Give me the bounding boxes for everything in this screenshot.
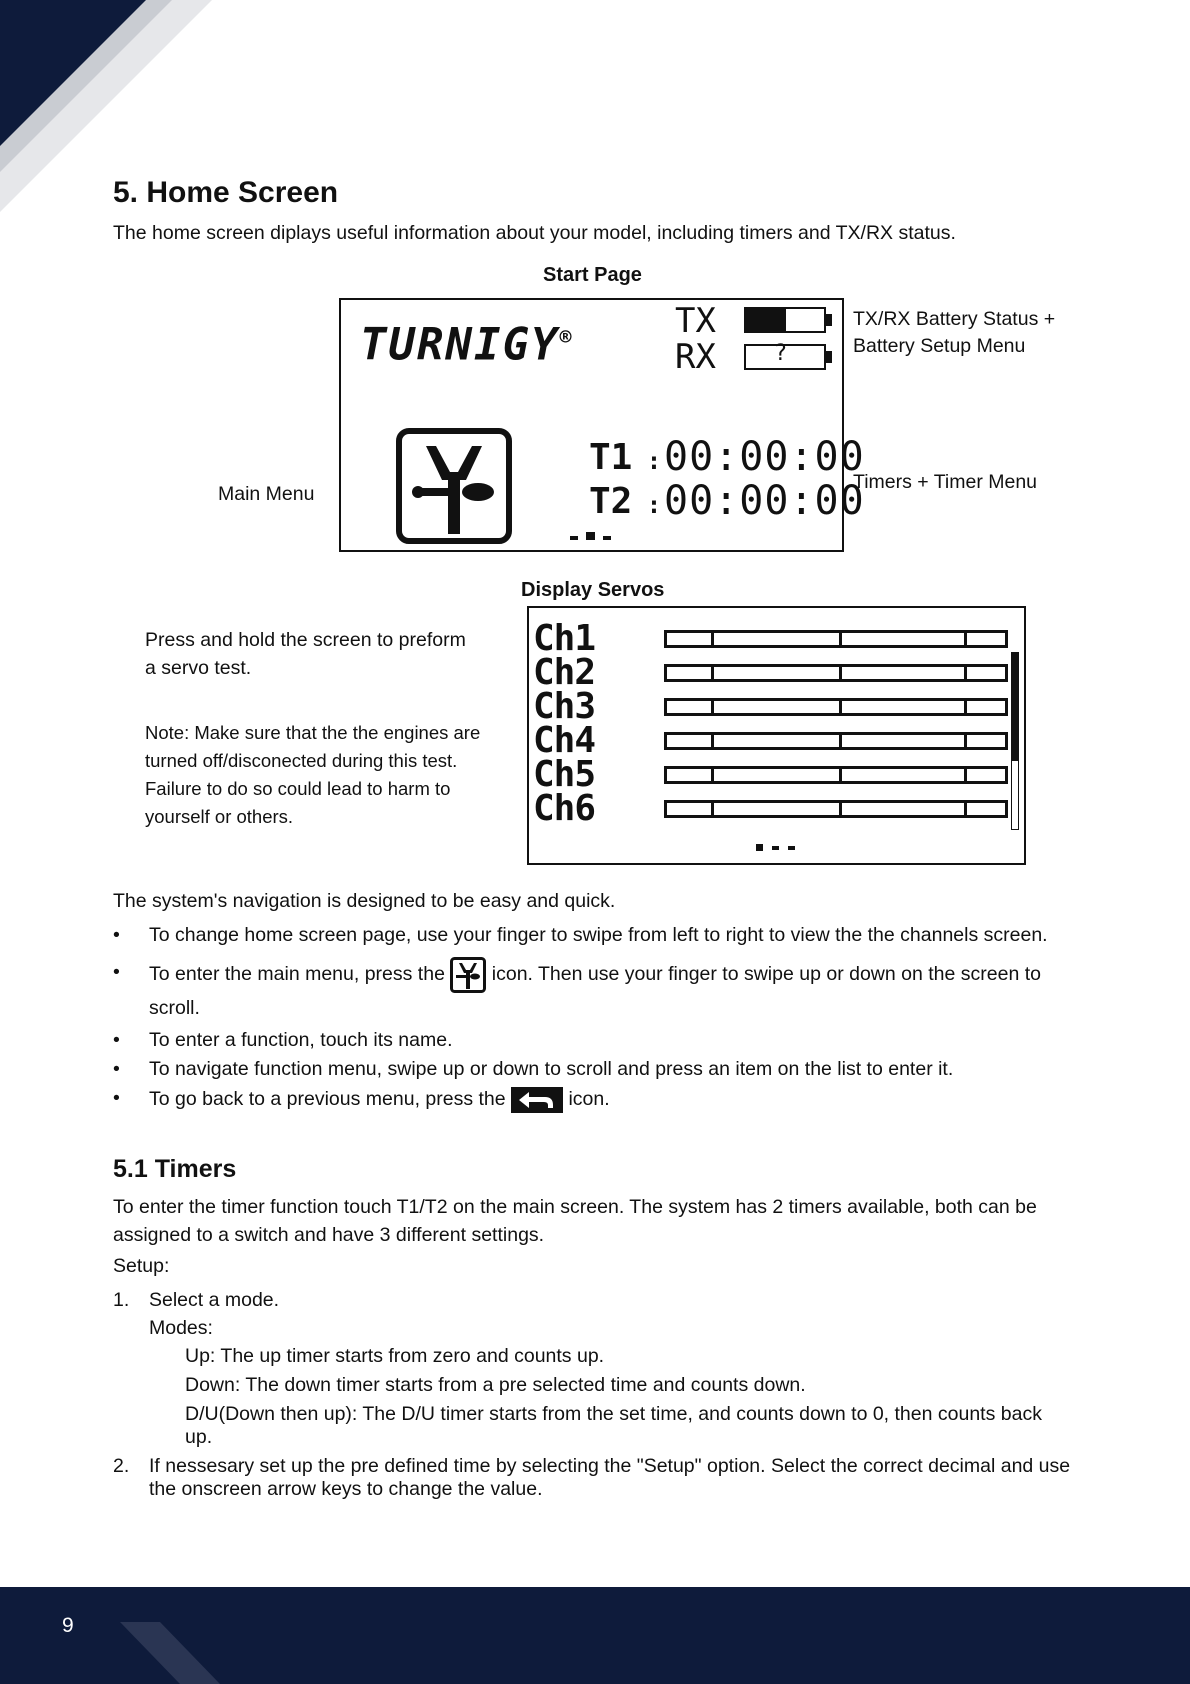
main-menu-wrench-icon[interactable] (396, 428, 512, 544)
channel-row[interactable] (533, 788, 1003, 829)
page-number: 9 (62, 1614, 74, 1637)
channel-bar (664, 800, 1008, 818)
list-item: Up: The up timer starts from zero and counts up. (185, 1345, 605, 1367)
back-arrow-icon (511, 1087, 563, 1113)
setup-steps (113, 1289, 1073, 1507)
timers-intro: To enter the timer function touch T1/T2 on the main screen. The system has 2 timers available, both can be assigned to a switch and have 3 different settings. (113, 1196, 1037, 1246)
navigation-list (113, 924, 1073, 1119)
channel-row[interactable] (533, 686, 1003, 727)
list-item: • To go back to a previous menu, press the icon. (113, 1087, 1073, 1113)
channel-row[interactable] (533, 618, 1003, 659)
list-item: • To enter the main menu, press the icon. Then use your finger to swipe up or down on the screen to scroll. (113, 957, 1073, 1023)
display-servos-caption: Display Servos (521, 579, 665, 601)
list-item: • To navigate function menu, swipe up or down to scroll and press an item on the list to enter it. (113, 1058, 1073, 1081)
channel-label: Ch3 (533, 686, 596, 727)
safety-note: Note: Make sure that the the engines are turned off/disconected during this test. Failure to do so could lead to harm to yourself or others. (145, 722, 481, 827)
list-item: D/U(Down then up): The D/U timer starts from the set time, and counts down to 0, then counts back up. (185, 1403, 1042, 1448)
timer-t2-label[interactable]: T2 : (589, 481, 662, 522)
page-title: 5. Home Screen (113, 176, 339, 209)
list-item: • To change home screen page, use your finger to swipe from left to right to view the the channels screen. (113, 924, 1073, 947)
tx-label: TX (675, 301, 716, 341)
page-indicator-dot-active (756, 844, 763, 851)
menu-wrench-icon (450, 957, 486, 993)
timers-annotation: Timers + Timer Menu (853, 471, 1038, 493)
tx-battery-icon[interactable] (744, 307, 824, 331)
timer-t1-value[interactable]: 00:00:00 (664, 434, 865, 480)
list-item: 2. If nessesary set up the pre defined time by selecting the "Setup" option. Select the correct decimal and use the onscreen arrow keys to change the value. (113, 1455, 1073, 1501)
start-page-screen[interactable] (339, 298, 865, 552)
channel-label: Ch4 (533, 720, 596, 761)
rx-label: RX (675, 337, 716, 377)
list-item: • To enter a function, touch its name. (113, 1029, 1073, 1052)
display-servos-screen[interactable] (527, 606, 1026, 865)
intro-text: The home screen diplays useful information about your model, including timers and TX/RX status. (113, 222, 956, 244)
turnigy-logo: TURNIGY® (360, 319, 574, 371)
setup-label: Setup: (113, 1255, 170, 1277)
channel-bar (664, 698, 1008, 716)
channel-label: Ch2 (533, 652, 596, 693)
navigation-intro: The system's navigation is designed to be easy and quick. (113, 890, 616, 912)
list-item: Down: The down timer starts from a pre selected time and counts down. (185, 1374, 806, 1396)
start-page-caption: Start Page (543, 264, 642, 286)
channel-bar (664, 766, 1008, 784)
channel-bar (664, 664, 1008, 682)
footer-bar (0, 1587, 1190, 1684)
channel-row[interactable] (533, 720, 1003, 761)
servo-test-instructions: Press and hold the screen to preform a servo test. (145, 629, 466, 679)
rx-battery-icon[interactable]: ? (744, 344, 824, 368)
channel-label: Ch5 (533, 754, 596, 795)
page-indicator-dot (772, 846, 779, 850)
channel-label: Ch6 (533, 788, 596, 829)
channel-row[interactable] (533, 652, 1003, 693)
timers-heading: 5.1 Timers (113, 1155, 237, 1183)
channel-row[interactable] (533, 754, 1003, 795)
channel-bar (664, 732, 1008, 750)
channel-bar (664, 630, 1008, 648)
list-item: 1. Select a mode. Modes: Up: The up timer starts from zero and counts up. Down: The down timer starts from a pre selected time and counts down. D/U(Down then up): The D/U timer starts from the set time, and counts down to 0, then counts back up. (113, 1289, 1073, 1449)
channels-scrollbar[interactable] (1011, 652, 1019, 830)
main-menu-annotation: Main Menu (218, 483, 315, 505)
timer-t2-value[interactable]: 00:00:00 (664, 478, 865, 524)
channel-label: Ch1 (533, 618, 596, 659)
battery-annotation: TX/RX Battery Status + Battery Setup Menu (853, 308, 1056, 357)
page-indicator-dot (570, 536, 578, 540)
timer-t1-label[interactable]: T1 : (589, 437, 662, 478)
page-indicator-dot (603, 536, 611, 540)
page-indicator-dot (788, 846, 795, 850)
page-indicator-dot-active (586, 532, 595, 540)
